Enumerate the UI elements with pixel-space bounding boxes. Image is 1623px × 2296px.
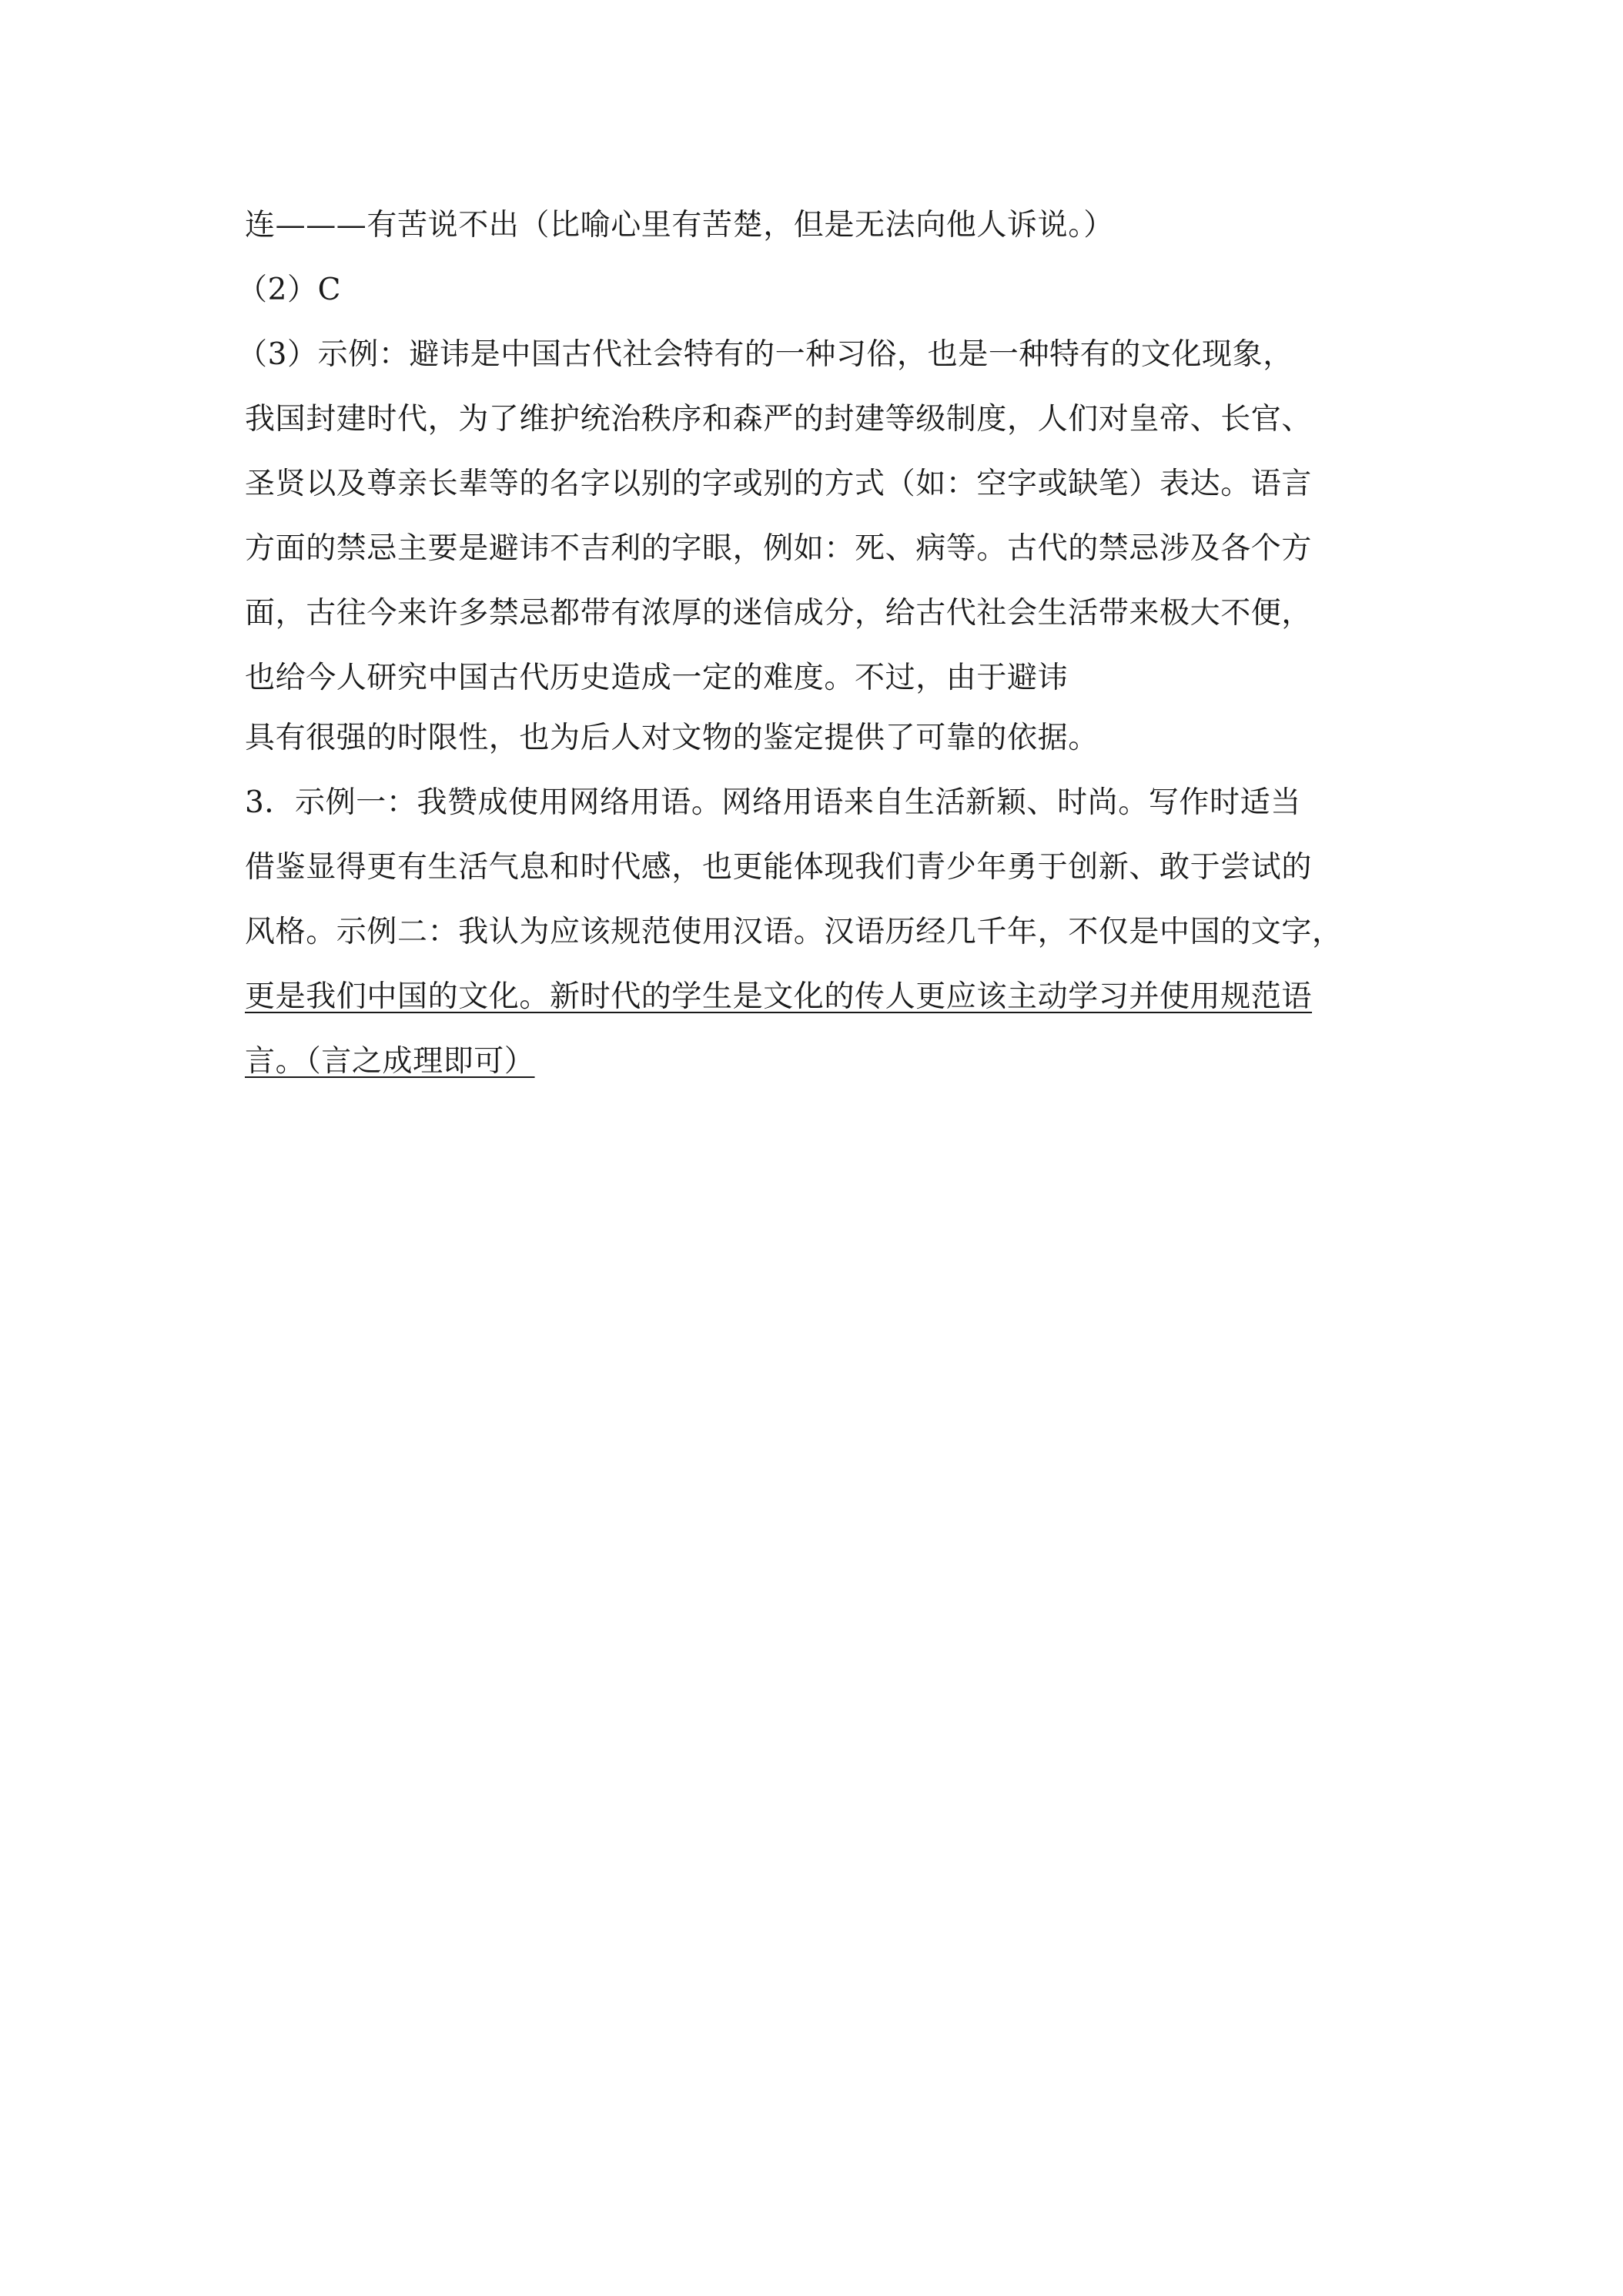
answer-3-line-3: 圣贤以及尊亲长辈等的名字以别的字或别的方式（如：空字或缺笔）表达。语言	[245, 467, 1313, 501]
answer-3-line-5: 面，古往今来许多禁忌都带有浓厚的迷信成分，给古代社会生活带来极大不便，	[245, 596, 1313, 631]
answer-3-line-2: 我国封建时代，为了维护统治秩序和森严的封建等级制度，人们对皇帝、长官、	[245, 402, 1313, 437]
answer-3-line-4: 方面的禁忌主要是避讳不吉利的字眼，例如：死、病等。古代的禁忌涉及各个方	[245, 531, 1313, 566]
answer-q3-line-4-underlined: 更是我们中国的文化。新时代的学生是文化的传人更应该主动学习并使用规范语	[245, 979, 1313, 1014]
answer-line-idiom: 连———有苦说不出（比喻心里有苦楚，但是无法向他人诉说。）	[245, 208, 1114, 243]
answer-q3-line-5-underlined: 言。（言之成理即可）	[245, 1044, 535, 1079]
answer-3-line-1: （3）示例：避讳是中国古代社会特有的一种习俗，也是一种特有的文化现象，	[237, 337, 1293, 372]
answer-3-line-6: 也给今人研究中国古代历史造成一定的难度。不过，由于避讳	[245, 661, 1069, 695]
answer-q3-line-1: 3．示例一：我赞成使用网络用语。网络用语来自生活新颖、时尚。写作时适当	[245, 785, 1301, 820]
answer-q3-line-2: 借鉴显得更有生活气息和时代感，也更能体现我们青少年勇于创新、敢于尝试的	[245, 850, 1313, 885]
answer-q3-line-3: 风格。示例二：我认为应该规范使用汉语。汉语历经几千年，不仅是中国的文字，	[245, 915, 1343, 949]
answer-3-line-7: 具有很强的时限性，也为后人对文物的鉴定提供了可靠的依据。	[245, 721, 1099, 755]
answer-2: （2）C	[237, 273, 342, 307]
